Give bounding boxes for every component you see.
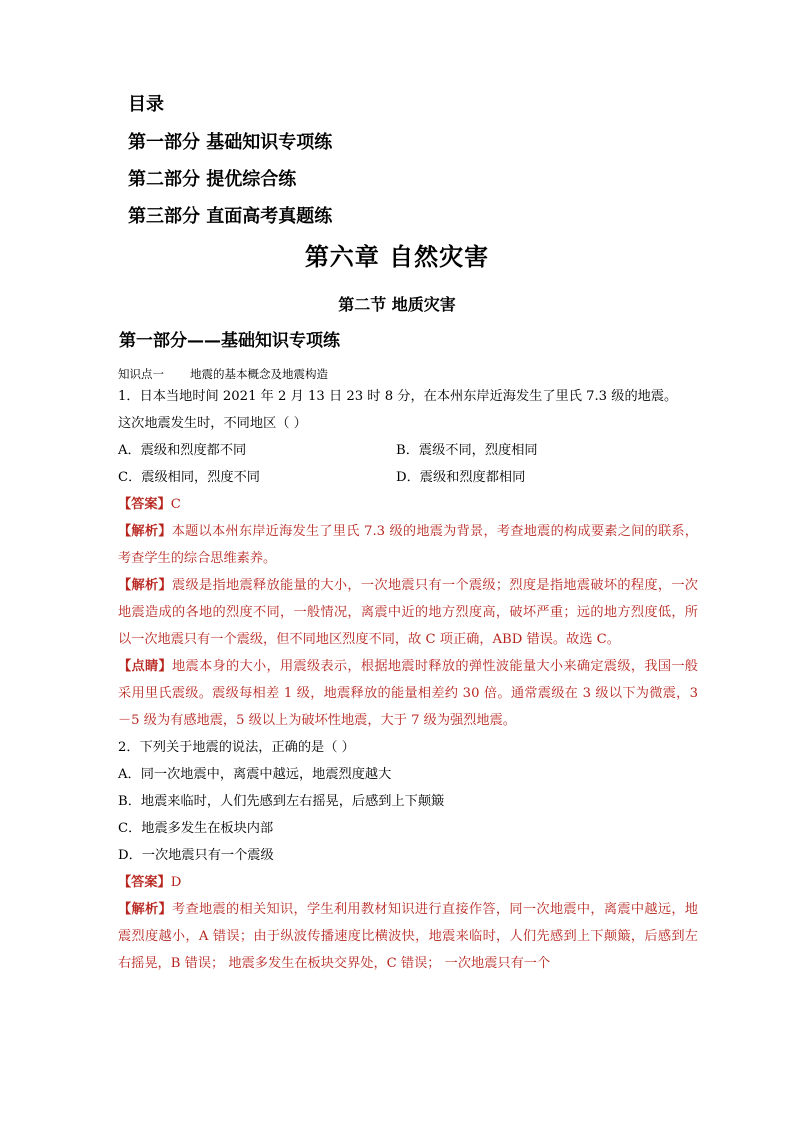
q1-analysis-detail [118, 572, 698, 653]
q1-option-c: C．震级相同，烈度不同 [118, 470, 260, 485]
content-body [118, 365, 698, 977]
q2-answer [118, 869, 698, 896]
knowledge-point-text: 地震的基本概念及地震构造 [190, 367, 328, 381]
answer-value: D [170, 875, 182, 890]
toc-item: 第二部分 提优综合练 [128, 169, 297, 190]
tip-text: 地震本身的大小，用震级表示，根据地震时释放的弹性波能量大小来确定震级，我国一般采用里氏震级。震级每相差 1 级，地震释放的能量相差约 30 倍。通常震级在 3 级以下为微震，3－5 级为有感地震，5 级以上为破坏性地震，大于 7 级为强烈地震。 [118, 659, 698, 728]
answer-value: C [170, 497, 181, 512]
analysis-tag: 【解析】 [118, 902, 172, 917]
q1-analysis [118, 518, 698, 572]
q1-option-b: B．震级不同，烈度相同 [396, 443, 538, 458]
q2-option-b: B．地震来临时，人们先感到左右摇晃，后感到上下颠簸 [118, 794, 445, 809]
toc-title: 目录 [128, 94, 164, 115]
chapter-title: 第六章 自然灾害 [304, 242, 490, 271]
q1-stem-line1: 1．日本当地时间 2021 年 2 月 13 日 23 时 8 分，在本州东岸近海发生了里氏 7.3 级的地震。 [118, 389, 678, 404]
q2-option-a: A．同一次地震中，离震中越远，地震烈度越大 [118, 767, 392, 782]
toc-item: 第三部分 直面高考真题练 [128, 206, 333, 227]
q1-options-row1 [118, 437, 698, 464]
q2-analysis [118, 896, 698, 977]
toc-item: 第一部分 基础知识专项练 [128, 132, 333, 153]
q1-answer [118, 491, 698, 518]
section-title: 第二节 地质灾害 [338, 295, 456, 314]
analysis-tag: 【解析】 [118, 524, 172, 539]
part-title: 第一部分——基础知识专项练 [119, 331, 340, 351]
knowledge-point [118, 365, 698, 383]
analysis-tag: 【解析】 [118, 578, 172, 593]
q1-option-d: D．震级和烈度都相同 [396, 470, 526, 485]
analysis-text: 本题以本州东岸近海发生了里氏 7.3 级的地震为背景，考查地震的构成要素之间的联系，考查学生的综合思维素养。 [118, 524, 698, 566]
q1-tip [118, 653, 698, 734]
knowledge-point-label: 知识点一 [118, 367, 164, 381]
q2-option-c: C．地震多发生在板块内部 [118, 821, 274, 836]
q2-option-d: D．一次地震只有一个震级 [118, 848, 274, 863]
answer-tag: 【答案】 [118, 875, 171, 890]
answer-tag: 【答案】 [118, 497, 171, 512]
analysis-text: 震级是指地震释放能量的大小，一次地震只有一个震级；烈度是指地震破坏的程度，一次地震造成的各地的烈度不同，一般情况，离震中近的地方烈度高，破坏严重；远的地方烈度低，所以一次地震只有一个震级，但不同地区烈度不同，故 C 项正确，ABD 错误。故选 C。 [118, 578, 698, 647]
q1-options-row2 [118, 464, 698, 491]
q2-stem: 2．下列关于地震的说法，正确的是（ ） [118, 740, 355, 755]
analysis-text: 考查地震的相关知识，学生利用教材知识进行直接作答，同一次地震中，离震中越远，地震烈度越小，A 错误；由于纵波传播速度比横波快，地震来临时，人们先感到上下颠簸，后感到左右摇晃，B 错误； 地震多发生在板块交界处，C 错误； 一次地震只有一个 [118, 902, 698, 971]
tip-tag: 【点睛】 [118, 659, 172, 674]
q1-stem-line2: 这次地震发生时，不同地区（ ） [118, 416, 307, 431]
q1-option-a: A．震级和烈度都不同 [118, 443, 247, 458]
